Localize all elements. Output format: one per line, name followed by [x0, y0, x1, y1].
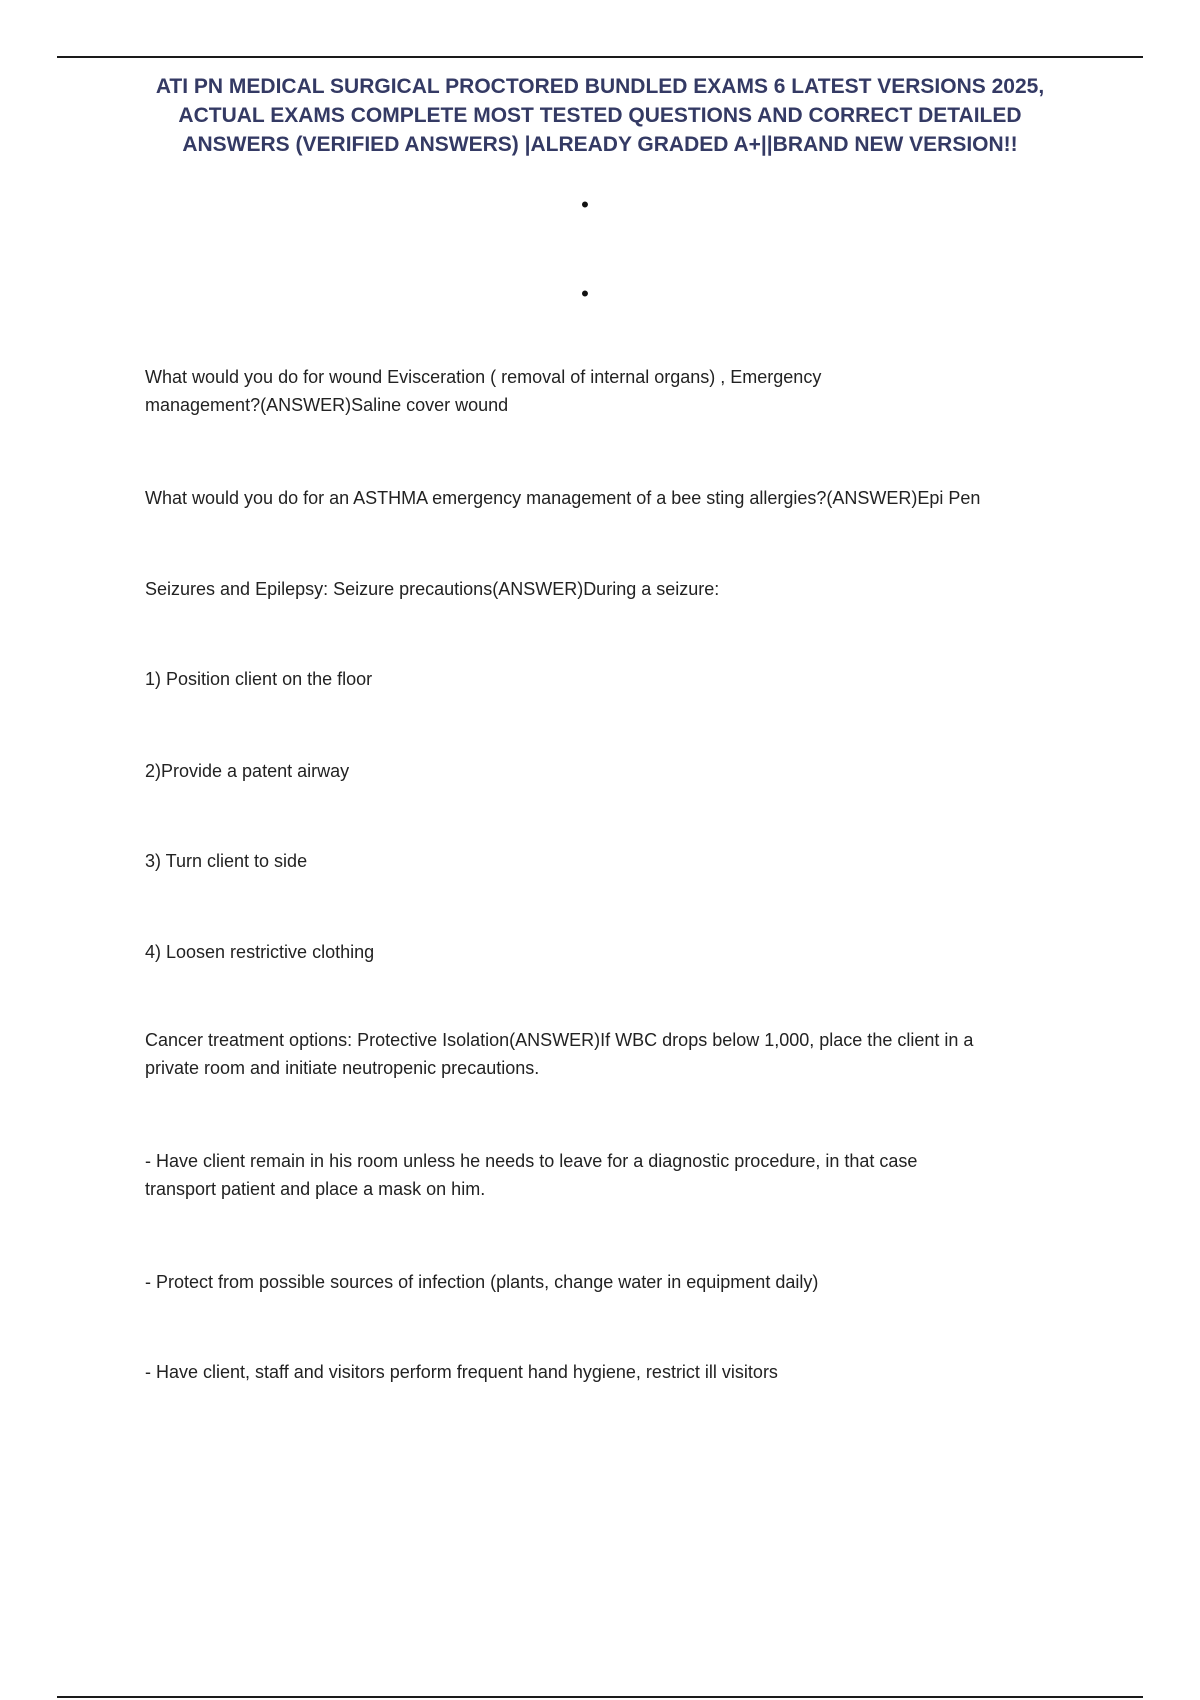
seizure-step-1: [145, 665, 1090, 693]
qa-seizure-precautions: [145, 575, 1090, 603]
text-line: 2)Provide a patent airway: [145, 761, 350, 781]
text-line: Seizures and Epilepsy: Seizure precautions(ANSWER)During a seizure:: [145, 579, 720, 599]
text-line: private room and initiate neutropenic precautions.: [145, 1058, 540, 1078]
text-line: What would you do for wound Evisceration ( removal of internal organs) , Emergency: [145, 367, 822, 387]
bullet-point: •: [581, 192, 589, 217]
qa-protective-isolation: [145, 1026, 1090, 1082]
seizure-step-4: [145, 938, 1090, 966]
document-title: [90, 72, 1110, 159]
seizure-step-2: [145, 757, 1090, 785]
title-line: ATI PN MEDICAL SURGICAL PROCTORED BUNDLED EXAMS 6 LATEST VERSIONS 2025,: [155, 75, 1045, 98]
text-line: - Protect from possible sources of infection (plants, change water in equipment daily): [145, 1272, 819, 1292]
text-line: - Have client, staff and visitors perform frequent hand hygiene, restrict ill visitors: [145, 1362, 778, 1382]
isolation-point-hygiene: [145, 1358, 1090, 1386]
bottom-rule: [57, 1696, 1143, 1698]
title-line: ANSWERS (VERIFIED ANSWERS) |ALREADY GRADED A+||BRAND NEW VERSION!!: [182, 133, 1018, 156]
isolation-point-infection: [145, 1268, 1090, 1296]
seizure-step-3: [145, 847, 1090, 875]
text-line: management?(ANSWER)Saline cover wound: [145, 395, 509, 415]
text-line: What would you do for an ASTHMA emergency management of a bee sting allergies?(ANSWER)Epi Pen: [145, 488, 981, 508]
isolation-point-room: [145, 1147, 1090, 1203]
qa-asthma: [145, 484, 1090, 512]
text-line: 4) Loosen restrictive clothing: [145, 942, 375, 962]
text-line: 1) Position client on the floor: [145, 669, 373, 689]
top-rule: [57, 56, 1143, 58]
text-line: transport patient and place a mask on him.: [145, 1179, 486, 1199]
qa-evisceration: [145, 363, 1090, 419]
text-line: Cancer treatment options: Protective Isolation(ANSWER)If WBC drops below 1,000, place the client in a: [145, 1030, 974, 1050]
title-line: ACTUAL EXAMS COMPLETE MOST TESTED QUESTIONS AND CORRECT DETAILED: [178, 104, 1022, 127]
text-line: - Have client remain in his room unless he needs to leave for a diagnostic procedure, in that case: [145, 1151, 918, 1171]
bullet-point: •: [581, 281, 589, 306]
text-line: 3) Turn client to side: [145, 851, 308, 871]
